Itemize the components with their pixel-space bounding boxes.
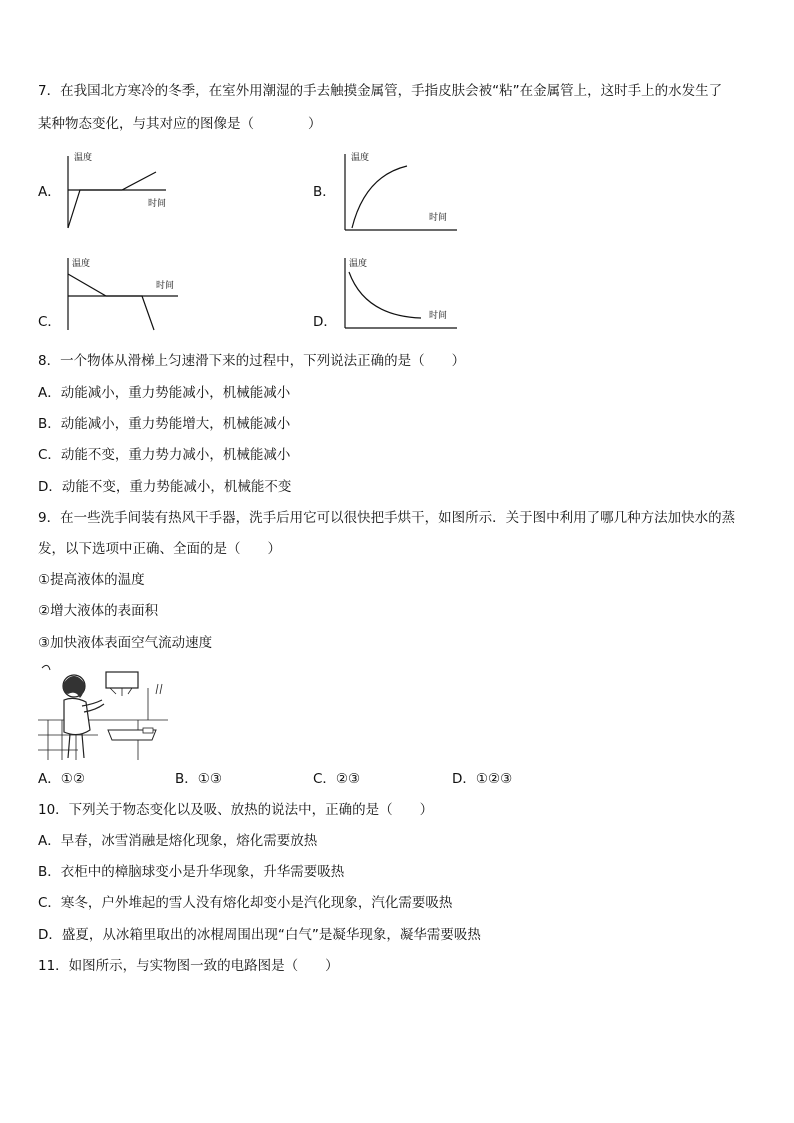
q7-graph-a-xlabel: 时间 <box>148 199 167 209</box>
q9-option-d[interactable]: D．①②③ <box>452 771 513 787</box>
q10-option-d[interactable]: D．盛夏，从冰箱里取出的冰棍周围出现“白气”是凝华现象，凝华需要吸热 <box>38 927 481 943</box>
q10-option-a[interactable]: A．早春，冰雪消融是熔化现象，熔化需要放热 <box>38 833 318 849</box>
q7-stem-line1: 7．在我国北方寒冷的冬季，在室外用潮湿的手去触摸金属管，手指皮肤会被“粘”在金属管上，这时手上的水发生了 <box>38 83 723 99</box>
q7-option-d-label[interactable]: D． <box>313 314 337 330</box>
q7-graph-d-ylabel: 温度 <box>349 259 368 269</box>
q9-item-2: ②增大液体的表面积 <box>38 603 159 619</box>
q9-item-1: ①提高液体的温度 <box>38 572 145 588</box>
q9-stem-line2: 发，以下选项中正确、全面的是（ ） <box>38 541 281 557</box>
q9-option-c[interactable]: C．②③ <box>313 771 361 787</box>
q7-graph-b-xlabel: 时间 <box>429 213 448 223</box>
q7-option-b-label[interactable]: B． <box>313 184 336 200</box>
q10-option-c[interactable]: C．寒冬，户外堆起的雪人没有熔化却变小是汽化现象，汽化需要吸热 <box>38 895 453 911</box>
q7-graph-d-xlabel: 时间 <box>429 311 448 321</box>
q7-graph-b <box>335 148 460 233</box>
q8-option-d[interactable]: D．动能不变，重力势能减小，机械能不变 <box>38 479 292 495</box>
q7-graph-b-ylabel: 温度 <box>351 153 370 163</box>
q8-option-a[interactable]: A．动能减小，重力势能减小，机械能减小 <box>38 385 291 401</box>
q8-stem: 8．一个物体从滑梯上匀速滑下来的过程中，下列说法正确的是（ ） <box>38 353 466 369</box>
q7-option-a-label[interactable]: A． <box>38 184 61 200</box>
q7-graph-a-ylabel: 温度 <box>74 153 93 163</box>
q8-option-c[interactable]: C．动能不变，重力势力减小，机械能减小 <box>38 447 291 463</box>
hand-dryer-illustration <box>38 660 168 760</box>
q9-option-a[interactable]: A．①② <box>38 771 85 787</box>
q9-stem-line1: 9．在一些洗手间装有热风干手器，洗手后用它可以很快把手烘干，如图所示．关于图中利用了哪几种方法加快水的蒸 <box>38 510 736 526</box>
q7-option-c-label[interactable]: C． <box>38 314 61 330</box>
q10-option-b[interactable]: B．衣柜中的樟脑球变小是升华现象，升华需要吸热 <box>38 864 345 880</box>
q7-graph-a <box>60 150 170 230</box>
q9-item-3: ③加快液体表面空气流动速度 <box>38 635 213 651</box>
q10-stem: 10．下列关于物态变化以及吸、放热的说法中，正确的是（ ） <box>38 802 434 818</box>
q7-graph-c-ylabel: 温度 <box>72 259 91 269</box>
q7-stem-line2: 某种物态变化，与其对应的图像是（ ） <box>38 116 322 132</box>
q11-stem: 11．如图所示，与实物图一致的电路图是（ ） <box>38 958 339 974</box>
q7-graph-d <box>335 254 460 332</box>
q8-option-b[interactable]: B．动能减小，重力势能增大，机械能减小 <box>38 416 291 432</box>
q7-graph-c <box>60 254 180 332</box>
q9-option-b[interactable]: B．①③ <box>175 771 222 787</box>
q7-graph-c-xlabel: 时间 <box>156 281 175 291</box>
